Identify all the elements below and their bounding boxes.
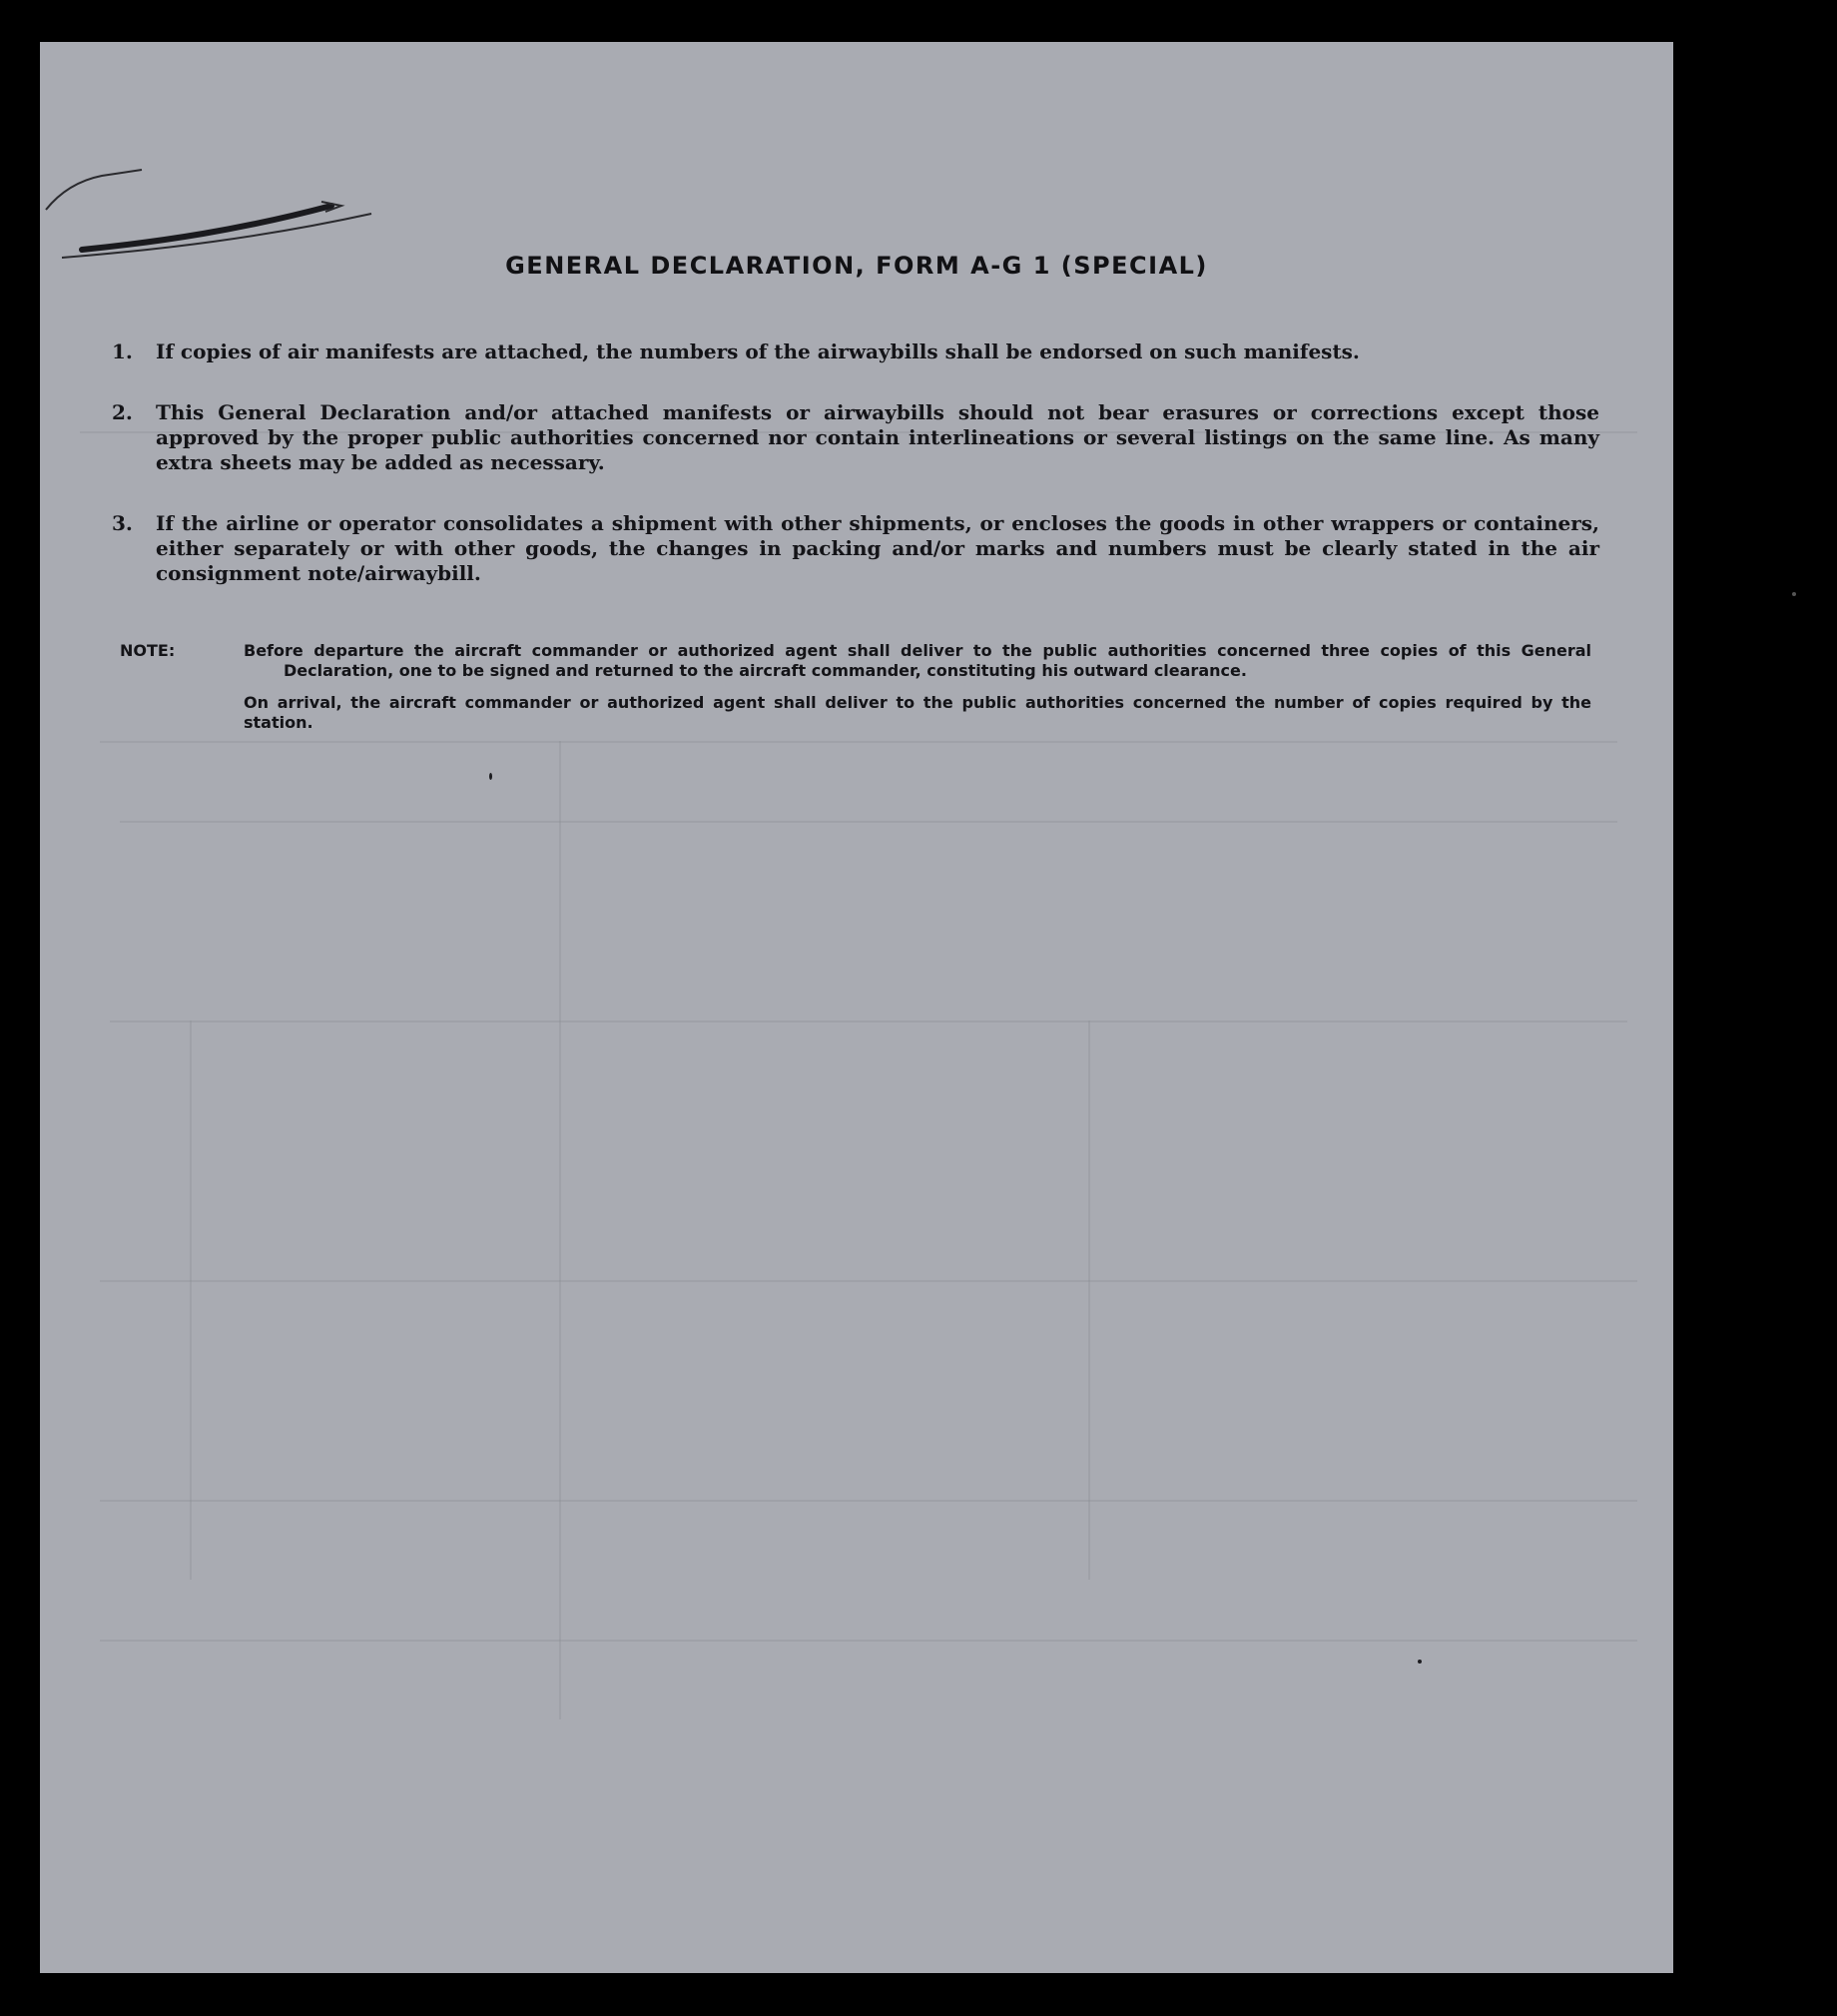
list-item-text: This General Declaration and/or attached manifests or airwaybills should not bear erasures or corrections except those approved by the proper public authorities concerned nor contain interlineations or several listings on the same line. As many extra sheets may be added as necessary.: [156, 400, 1599, 474]
instruction-list: [112, 339, 1599, 622]
speck: [1418, 1660, 1422, 1664]
bleed-through-line: [100, 1640, 1637, 1642]
bleed-through-line: [190, 1020, 192, 1580]
list-item: [112, 400, 1599, 475]
list-item-text: If the airline or operator consolidates a shipment with other shipments, or encloses the goods in other wrappers or containers, either separately or with other goods, the changes in packing and/or marks and numbers must be clearly stated in the air consignment note/airwaybill.: [156, 511, 1599, 585]
document-page: [40, 42, 1673, 1973]
list-item-number: 2.: [112, 400, 133, 424]
list-item: [112, 339, 1599, 364]
bleed-through-line: [100, 1500, 1637, 1502]
bleed-through-line: [110, 1020, 1627, 1022]
note-section: [120, 641, 1591, 745]
bleed-through-line: [559, 741, 561, 1719]
bleed-through-line: [120, 821, 1617, 823]
note-paragraph: Before departure the aircraft commander or authorized agent shall deliver to the public authorities concerned three copies of this General Declaration, one to be signed and returned to the aircraft commander, constituting his outward clearance.: [244, 641, 1591, 680]
bleed-through-line: [1088, 1020, 1090, 1580]
speck: [1792, 592, 1796, 596]
list-item-number: 1.: [112, 339, 133, 363]
list-item-text: If copies of air manifests are attached, the numbers of the airwaybills shall be endorsed on such manifests.: [156, 339, 1360, 363]
note-body: [244, 641, 1591, 745]
list-item: [112, 511, 1599, 586]
note-paragraph: On arrival, the aircraft commander or authorized agent shall deliver to the public authorities concerned the number of copies required by the station.: [244, 693, 1591, 732]
bleed-through-line: [100, 1280, 1637, 1282]
list-item-number: 3.: [112, 511, 133, 535]
speck: [489, 773, 492, 780]
note-label: NOTE:: [120, 641, 176, 660]
page-title: GENERAL DECLARATION, FORM A-G 1 (SPECIAL): [505, 252, 1208, 280]
